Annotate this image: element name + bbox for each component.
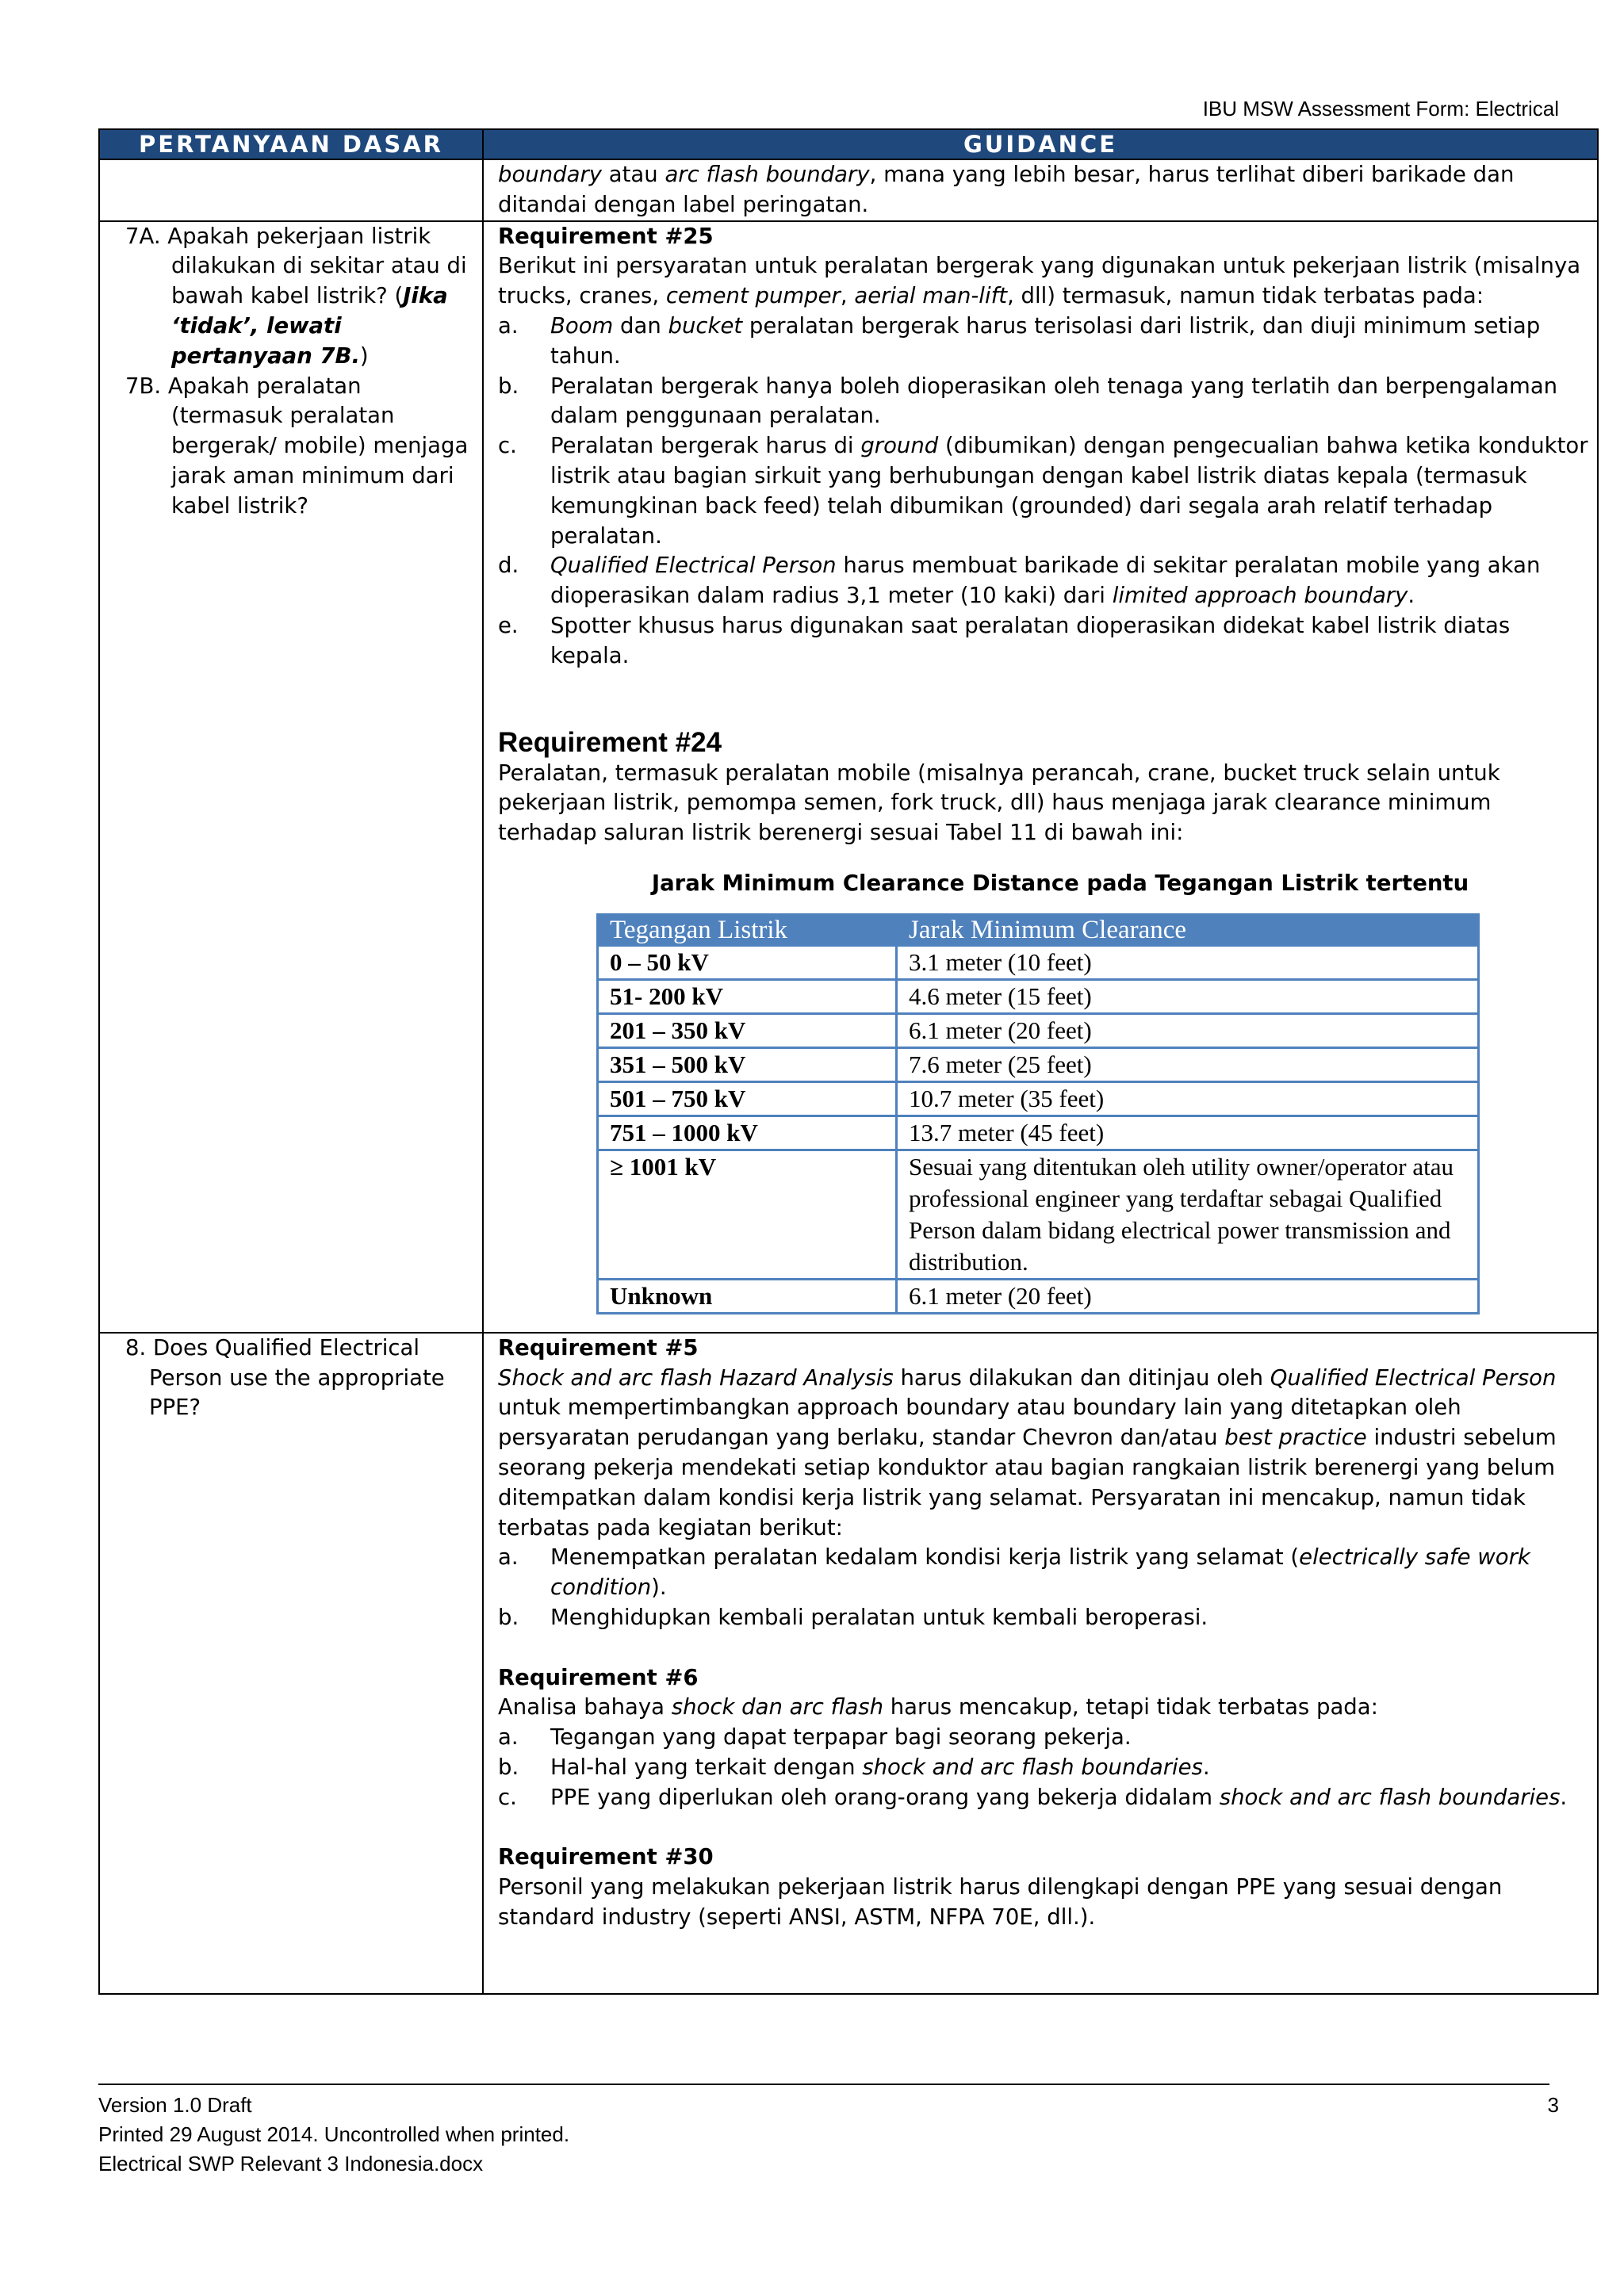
text-run: , mana yang lebih besar, harus terlihat diberi barikade dan ditandai dengan label peringatan. <box>498 162 1515 217</box>
text-run: Berikut ini persyaratan untuk peralatan bergerak yang digunakan untuk pekerjaan listrik (misalnya trucks, cranes, <box>498 253 1581 309</box>
text-run: dan <box>613 312 668 339</box>
list-marker: b. <box>498 1754 519 1780</box>
clearance-row <box>598 1047 1479 1081</box>
list-marker: b. <box>498 1604 519 1630</box>
table-caption: Jarak Minimum Clearance Distance pada Tegangan Listrik tertentu <box>651 870 1469 896</box>
italic-text: shock and arc flash boundaries <box>862 1754 1203 1780</box>
requirement-intro <box>498 1364 1591 1544</box>
clearance-row <box>598 1115 1479 1150</box>
requirement-title: Requirement #6 <box>498 1664 699 1690</box>
question-cell <box>99 159 483 221</box>
text-run: Peralatan bergerak harus di <box>550 433 861 459</box>
text-run: 7A. Apakah pekerjaan listrik dilakukan di sekitar atau di bawah kabel listrik? ( <box>125 223 467 309</box>
clearance-distance: 7.6 meter (25 feet) <box>897 1047 1479 1081</box>
text-run: Hal-hal yang terkait dengan <box>550 1754 863 1780</box>
list-text <box>550 1723 1132 1753</box>
requirement-title: Requirement #24 <box>498 726 722 758</box>
requirement-title: Requirement #25 <box>498 223 714 249</box>
column-header-voltage: Tegangan Listrik <box>598 914 897 945</box>
voltage-range: 0 – 50 kV <box>598 945 897 979</box>
list-item <box>498 312 1591 372</box>
italic-text: Boom <box>550 312 614 339</box>
text-run: Spotter khusus harus digunakan saat peralatan dioperasikan didekat kabel listrik diatas kepala. <box>550 612 1511 668</box>
clearance-distance: 3.1 meter (10 feet) <box>897 945 1479 979</box>
italic-text: aerial man-lift <box>854 283 1008 309</box>
clearance-distance: 4.6 meter (15 feet) <box>897 979 1479 1013</box>
text-run: Menempatkan peralatan kedalam kondisi kerja listrik yang selamat ( <box>550 1544 1300 1571</box>
list-item <box>498 1603 1591 1633</box>
list-text <box>550 431 1591 551</box>
clearance-header-row <box>598 914 1479 945</box>
list-text <box>550 1783 1567 1813</box>
list-text <box>550 372 1591 432</box>
text-run: , dll) termasuk, namun tidak terbatas pada: <box>1007 283 1484 309</box>
footer-version: Version 1.0 Draft <box>98 2093 252 2117</box>
header-title: IBU MSW Assessment Form: Electrical <box>1202 97 1559 121</box>
text-run: , <box>840 283 855 309</box>
italic-text: arc flash boundary <box>665 162 870 187</box>
italic-text: best practice <box>1224 1425 1367 1451</box>
text-run: . <box>1560 1784 1568 1810</box>
clearance-row <box>598 1013 1479 1047</box>
list-item <box>498 1723 1591 1753</box>
clearance-row <box>598 979 1479 1013</box>
text-run: harus mencakup, tetapi tidak terbatas pada: <box>883 1694 1378 1720</box>
text-run: Peralatan, termasuk peralatan mobile (misalnya perancah, crane, bucket truck selain untuk pekerjaan listrik, pemompa semen, fork truck, dll) haus menjaga jarak clearance minimum terhadap saluran listrik berenergi sesuai Tabel 11 di bawah ini: <box>498 760 1500 846</box>
list-text <box>550 312 1591 372</box>
italic-text: shock and arc flash boundaries <box>1219 1784 1561 1810</box>
list-marker: a. <box>498 1724 519 1751</box>
column-header-guidance: GUIDANCE <box>483 129 1598 159</box>
list-marker: c. <box>498 433 517 459</box>
italic-text: ground <box>860 433 939 459</box>
table-row <box>99 159 1598 221</box>
requirement-list <box>498 312 1591 672</box>
clearance-distance: 6.1 meter (20 feet) <box>897 1279 1479 1313</box>
voltage-range: 751 – 1000 kV <box>598 1115 897 1150</box>
requirement-title: Requirement #5 <box>498 1334 699 1360</box>
list-marker: c. <box>498 1784 517 1810</box>
text-run: ) <box>359 342 369 369</box>
list-text <box>550 1753 1210 1783</box>
assessment-table <box>98 128 1599 1995</box>
requirement-title: Requirement #30 <box>498 1844 714 1870</box>
page-number: 3 <box>1547 2093 1559 2117</box>
table-row <box>99 221 1598 1333</box>
voltage-range: ≥ 1001 kV <box>598 1150 897 1279</box>
guidance-cell <box>483 159 1598 221</box>
list-marker: a. <box>498 1544 519 1571</box>
list-item <box>498 551 1591 611</box>
question-7b <box>114 372 476 522</box>
clearance-distance: 13.7 meter (45 feet) <box>897 1115 1479 1150</box>
italic-text: shock dan arc flash <box>671 1694 884 1720</box>
footer-divider <box>98 2084 1549 2085</box>
italic-text: boundary <box>498 162 603 187</box>
text-run: untuk mempertimbangkan approach boundary atau boundary lain yang ditetapkan oleh persyaratan perudangan yang berlaku, standar Chevron dan/atau <box>498 1395 1461 1451</box>
bold-italic-text: Jika ‘tidak’, lewati pertanyaan 7B. <box>171 283 448 369</box>
text-run: Analisa bahaya <box>498 1694 672 1720</box>
voltage-range: 351 – 500 kV <box>598 1047 897 1081</box>
text-run: Tegangan yang dapat terpapar bagi seorang pekerja. <box>550 1724 1132 1751</box>
requirement-intro <box>498 1873 1591 1933</box>
italic-text: Shock and arc flash Hazard Analysis <box>498 1364 894 1391</box>
text-run: peralatan bergerak harus terisolasi dari listrik, dan diuji minimum setiap tahun. <box>550 312 1541 369</box>
list-marker: a. <box>498 312 519 339</box>
text-run: PPE yang diperlukan oleh orang-orang yang bekerja didalam <box>550 1784 1220 1810</box>
column-header-clearance: Jarak Minimum Clearance <box>897 914 1479 945</box>
question-8 <box>114 1334 476 1423</box>
clearance-row <box>598 1279 1479 1313</box>
requirement-intro <box>498 1693 1591 1723</box>
list-marker: e. <box>498 612 519 638</box>
text-run: harus dilakukan dan ditinjau oleh <box>893 1364 1270 1391</box>
list-item <box>498 372 1591 432</box>
voltage-range: 201 – 350 kV <box>598 1013 897 1047</box>
guidance-paragraph <box>498 160 1591 220</box>
footer-printed: Printed 29 August 2014. Uncontrolled when printed. <box>98 2122 570 2146</box>
italic-text: bucket <box>668 312 743 339</box>
voltage-range: Unknown <box>598 1279 897 1313</box>
list-item <box>498 611 1591 672</box>
list-text <box>550 1543 1591 1603</box>
list-item <box>498 1543 1591 1603</box>
table-header-row <box>99 129 1598 159</box>
list-text <box>550 1603 1208 1633</box>
italic-text: Qualified Electrical Person <box>1270 1364 1557 1391</box>
question-7a <box>114 222 476 372</box>
list-item <box>498 1783 1591 1813</box>
requirement-intro <box>498 759 1591 848</box>
italic-text: cement pumper <box>665 283 841 309</box>
requirement-list <box>498 1723 1591 1812</box>
question-cell <box>99 221 483 1333</box>
text-run: . <box>1202 1754 1210 1780</box>
requirement-intro <box>498 251 1591 312</box>
guidance-cell <box>483 1333 1598 1994</box>
clearance-row <box>598 945 1479 979</box>
text-run: Peralatan bergerak hanya boleh dioperasikan oleh tenaga yang terlatih dan berpengalaman dalam penggunaan peralatan. <box>550 373 1558 429</box>
footer-filename: Electrical SWP Relevant 3 Indonesia.docx <box>98 2152 484 2175</box>
italic-text: Qualified Electrical Person <box>550 553 837 579</box>
list-marker: d. <box>498 553 519 579</box>
list-item <box>498 1753 1591 1783</box>
text-run: (dibumikan) dengan pengecualian bahwa ketika konduktor listrik atau bagian sirkuit yang berhubungan dengan kabel listrik diatas kepala (termasuk kemungkinan back feed) telah dibumikan (grounded) dari segala arah relatif terhadap peralatan. <box>550 433 1588 549</box>
clearance-row <box>598 1150 1479 1279</box>
clearance-distance: 6.1 meter (20 feet) <box>897 1013 1479 1047</box>
italic-text: electrically safe work condition <box>550 1544 1530 1601</box>
guidance-cell <box>483 221 1598 1333</box>
column-header-questions: PERTANYAAN DASAR <box>99 129 483 159</box>
voltage-range: 51- 200 kV <box>598 979 897 1013</box>
list-text <box>550 611 1591 672</box>
text-run: industri sebelum seorang pekerja mendekati setiap konduktor atau bagian rangkaian listrik berenergi yang belum ditempatkan dalam kondisi kerja listrik yang selamat. Persyaratan ini mencakup, namun tidak terbatas pada kegiatan berikut: <box>498 1425 1557 1540</box>
text-run: . <box>1408 583 1415 609</box>
requirement-list <box>498 1543 1591 1632</box>
text-run: Personil yang melakukan pekerjaan listrik harus dilengkapi dengan PPE yang sesuai dengan standard industry (seperti ANSI, ASTM, NFPA 70E, dll.). <box>498 1874 1503 1930</box>
voltage-range: 501 – 750 kV <box>598 1081 897 1115</box>
clearance-table <box>596 913 1480 1314</box>
text-run: ). <box>651 1575 667 1601</box>
clearance-distance: 10.7 meter (35 feet) <box>897 1081 1479 1115</box>
text-run: harus membuat barikade di sekitar peralatan mobile yang akan dioperasikan dalam radius 3,1 meter (10 kaki) dari <box>550 553 1541 609</box>
clearance-distance: Sesuai yang ditentukan oleh utility owner/operator atau professional engineer yang terdaftar sebagai Qualified Person dalam bidang electrical power transmission and distribution. <box>897 1150 1479 1279</box>
italic-text: limited approach boundary <box>1112 583 1408 609</box>
question-cell <box>99 1333 483 1994</box>
list-text <box>550 551 1591 611</box>
clearance-row <box>598 1081 1479 1115</box>
text-run: 8. Does Qualified Electrical Person use the appropriate PPE? <box>125 1334 445 1421</box>
text-run: atau <box>602 162 665 187</box>
text-run: Menghidupkan kembali peralatan untuk kembali beroperasi. <box>550 1604 1208 1630</box>
list-marker: b. <box>498 373 519 399</box>
table-row <box>99 1333 1598 1994</box>
list-item <box>498 431 1591 551</box>
text-run: 7B. Apakah peralatan (termasuk peralatan bergerak/ mobile) menjaga jarak aman minimum dari kabel listrik? <box>125 373 469 519</box>
